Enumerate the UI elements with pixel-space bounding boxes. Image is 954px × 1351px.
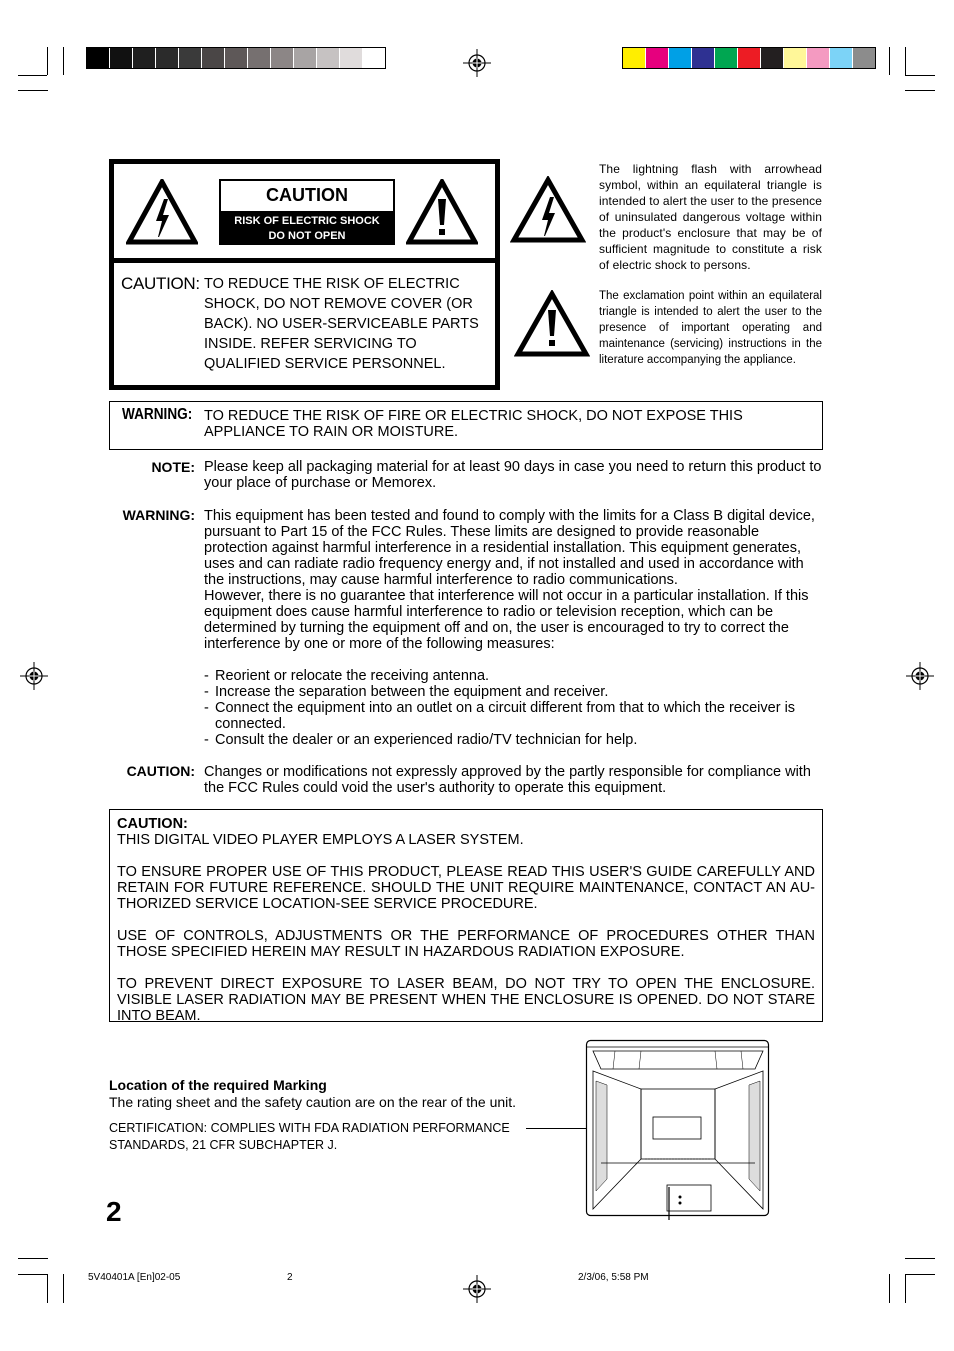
crop-mark: [905, 1274, 906, 1303]
crop-mark: [889, 47, 890, 75]
list-bullet: -: [204, 668, 209, 684]
color-swatch: [110, 48, 133, 68]
note-text: Please keep all packaging material for at least 90 days in case you need to return this product to your place of purchase or Memorex.: [204, 459, 822, 491]
fcc-caution-text: Changes or modifications not expressly approved by the partly responsible for compliance with the FCC Rules could void the user's authority to operate this equipment.: [204, 764, 811, 796]
marking-text: The rating sheet and the safety caution are on the rear of the unit.: [109, 1094, 517, 1110]
registration-target-icon: [20, 662, 48, 690]
color-swatch: [294, 48, 317, 68]
color-swatch: [807, 48, 830, 68]
divider: [114, 258, 495, 263]
color-swatch: [830, 48, 853, 68]
color-swatch: [340, 48, 363, 68]
note-label: NOTE:: [151, 459, 195, 475]
color-swatch: [669, 48, 692, 68]
color-swatch: [692, 48, 715, 68]
crop-mark: [905, 1274, 935, 1275]
measure-text: Increase the separation between the equipment and receiver.: [215, 684, 609, 700]
caution-label-line2: DO NOT OPEN: [268, 230, 346, 242]
laser-caution-box: [109, 809, 823, 1022]
crop-mark: [63, 1274, 64, 1303]
crop-mark: [18, 1274, 48, 1275]
registration-target-icon: [463, 49, 491, 77]
caution-label-title: CAUTION: [221, 181, 393, 213]
certification-line-2: STANDARDS, 21 CFR SUBCHAPTER J.: [109, 1138, 338, 1152]
lightning-warning-icon: [126, 179, 198, 245]
fcc-warning-text: This equipment has been tested and found to comply with the limits for a Class B digital device, pursuant to Part 15 of the FCC Rules. These limits are designed to provide reasonable protection against harmful interference in a residential installation. This equipment generates, uses and can radiate radio frequency energy and, if not installed and used in accordance with the instructions, may cause harmful interference to radio communications.: [204, 508, 815, 588]
crop-mark: [18, 1258, 48, 1259]
warning-text: TO REDUCE THE RISK OF FIRE OR ELECTRIC SHOCK, DO NOT EXPOSE THIS APPLIANCE TO RAIN OR MOISTURE.: [204, 408, 743, 440]
laser-caution-heading: CAUTION:: [117, 816, 188, 832]
color-swatch: [317, 48, 340, 68]
registration-target-icon: [906, 662, 934, 690]
laser-caution-paragraph: TO ENSURE PROPER USE OF THIS PRODUCT, PLEASE READ THIS USER'S GUIDE CAREFULLY AND RETAIN FOR FUTURE REFERENCE. SHOULD THE UNIT REQUIRE MAINTENANCE, CONTACT AN AU-THORIZED SERVICE LOCATION-SEE SERVICE PROCEDURE.: [117, 864, 815, 912]
color-swatch: [87, 48, 110, 68]
list-bullet: -: [204, 700, 209, 716]
color-swatch: [179, 48, 202, 68]
crop-mark: [47, 47, 48, 75]
warning-heading: WARNING:: [122, 406, 193, 423]
measure-text: Connect the equipment into an outlet on a circuit different from that to which the receiver is connected.: [215, 700, 796, 732]
grayscale-calibration-bar: [86, 47, 386, 69]
crop-mark: [905, 1258, 935, 1259]
crop-mark: [905, 47, 906, 75]
measure-text: Consult the dealer or an experienced radio/TV technician for help.: [215, 732, 638, 748]
crop-mark: [18, 90, 48, 91]
crop-mark: [63, 47, 64, 75]
fcc-caution-label: CAUTION:: [126, 763, 195, 779]
rain-moisture-warning: [109, 401, 823, 450]
color-swatch: [646, 48, 669, 68]
color-swatch: [271, 48, 294, 68]
crop-mark: [905, 75, 935, 76]
exclamation-warning-icon: [514, 290, 590, 358]
laser-caution-paragraph: TO PREVENT DIRECT EXPOSURE TO LASER BEAM, DO NOT TRY TO OPEN THE ENCLOSURE. VISIBLE LASER RADIATION MAY BE PRESENT WHEN THE ENCLOSURE IS OPENED. DO NOT STARE INTO BEAM.: [117, 976, 815, 1024]
caution-body-text: TO REDUCE THE RISK OF ELECTRIC SHOCK, DO NOT REMOVE COVER (OR BACK). NO USER-SERVICEABLE PARTS INSIDE. REFER SERVICING TO QUALIFIED SERVICE PERSONNEL.: [204, 276, 479, 372]
color-swatch: [853, 48, 875, 68]
color-swatch: [248, 48, 271, 68]
color-swatch: [738, 48, 761, 68]
caution-label: [219, 179, 395, 245]
fcc-warning-label: WARNING:: [122, 507, 195, 523]
measure-text: Reorient or relocate the receiving antenna.: [215, 668, 490, 684]
list-bullet: -: [204, 732, 209, 748]
laser-caution-paragraph: USE OF CONTROLS, ADJUSTMENTS OR THE PERFORMANCE OF PROCEDURES OTHER THAN THOSE SPECIFIED HEREIN MAY RESULT IN HAZARDOUS RADIATION EXPOSURE.: [117, 928, 815, 960]
color-swatch: [715, 48, 738, 68]
registration-target-icon: [463, 1275, 491, 1303]
caution-panel: [109, 159, 500, 390]
crop-mark: [18, 75, 47, 76]
color-calibration-bar: [622, 47, 876, 69]
color-swatch: [363, 48, 385, 68]
marking-title: Location of the required Marking: [109, 1077, 327, 1093]
color-swatch: [623, 48, 646, 68]
lightning-warning-icon: [510, 176, 586, 244]
color-swatch: [133, 48, 156, 68]
color-swatch: [225, 48, 248, 68]
laser-caution-line: THIS DIGITAL VIDEO PLAYER EMPLOYS A LASER SYSTEM.: [117, 832, 524, 848]
color-swatch: [784, 48, 807, 68]
crop-mark: [889, 1274, 890, 1303]
color-swatch: [202, 48, 225, 68]
caution-label-line1: RISK OF ELECTRIC SHOCK: [234, 215, 380, 227]
caution-label-subtitle: [221, 213, 393, 245]
exclamation-warning-icon: [406, 179, 478, 245]
crop-mark: [47, 1274, 48, 1303]
footer-page: 2: [287, 1272, 293, 1283]
list-bullet: -: [204, 684, 209, 700]
page-number: 2: [106, 1196, 122, 1227]
fcc-warning-text-2: However, there is no guarantee that interference will not occur in a particular installation. If this equipment does cause harmful interference to radio or television reception, which can be determined by turning the equipment off and on, the user is encouraged to try to correct the interference by one or more of the following measures:: [204, 588, 809, 652]
exclamation-symbol-note: The exclamation point within an equilateral triangle is intended to alert the user to the presence of important operating and maintenance (servicing) instructions in the literature accompanying the appliance.: [599, 290, 822, 366]
certification-line-1: CERTIFICATION: COMPLIES WITH FDA RADIATION PERFORMANCE: [109, 1121, 510, 1135]
lightning-symbol-note: The lightning flash with arrowhead symbol, within an equilateral triangle is intended to alert the user to the presence of uninsulated dangerous voltage within the product's enclosure that may be of sufficient magnitude to constitute a risk of electric shock to persons.: [599, 162, 823, 272]
footer-doc-id: 5V40401A [En]02-05: [88, 1272, 181, 1283]
crop-mark: [905, 90, 935, 91]
color-swatch: [761, 48, 784, 68]
color-swatch: [156, 48, 179, 68]
unit-rear-diagram: [585, 1039, 771, 1221]
footer-timestamp: 2/3/06, 5:58 PM: [578, 1272, 649, 1283]
caution-heading: CAUTION:: [121, 274, 200, 293]
